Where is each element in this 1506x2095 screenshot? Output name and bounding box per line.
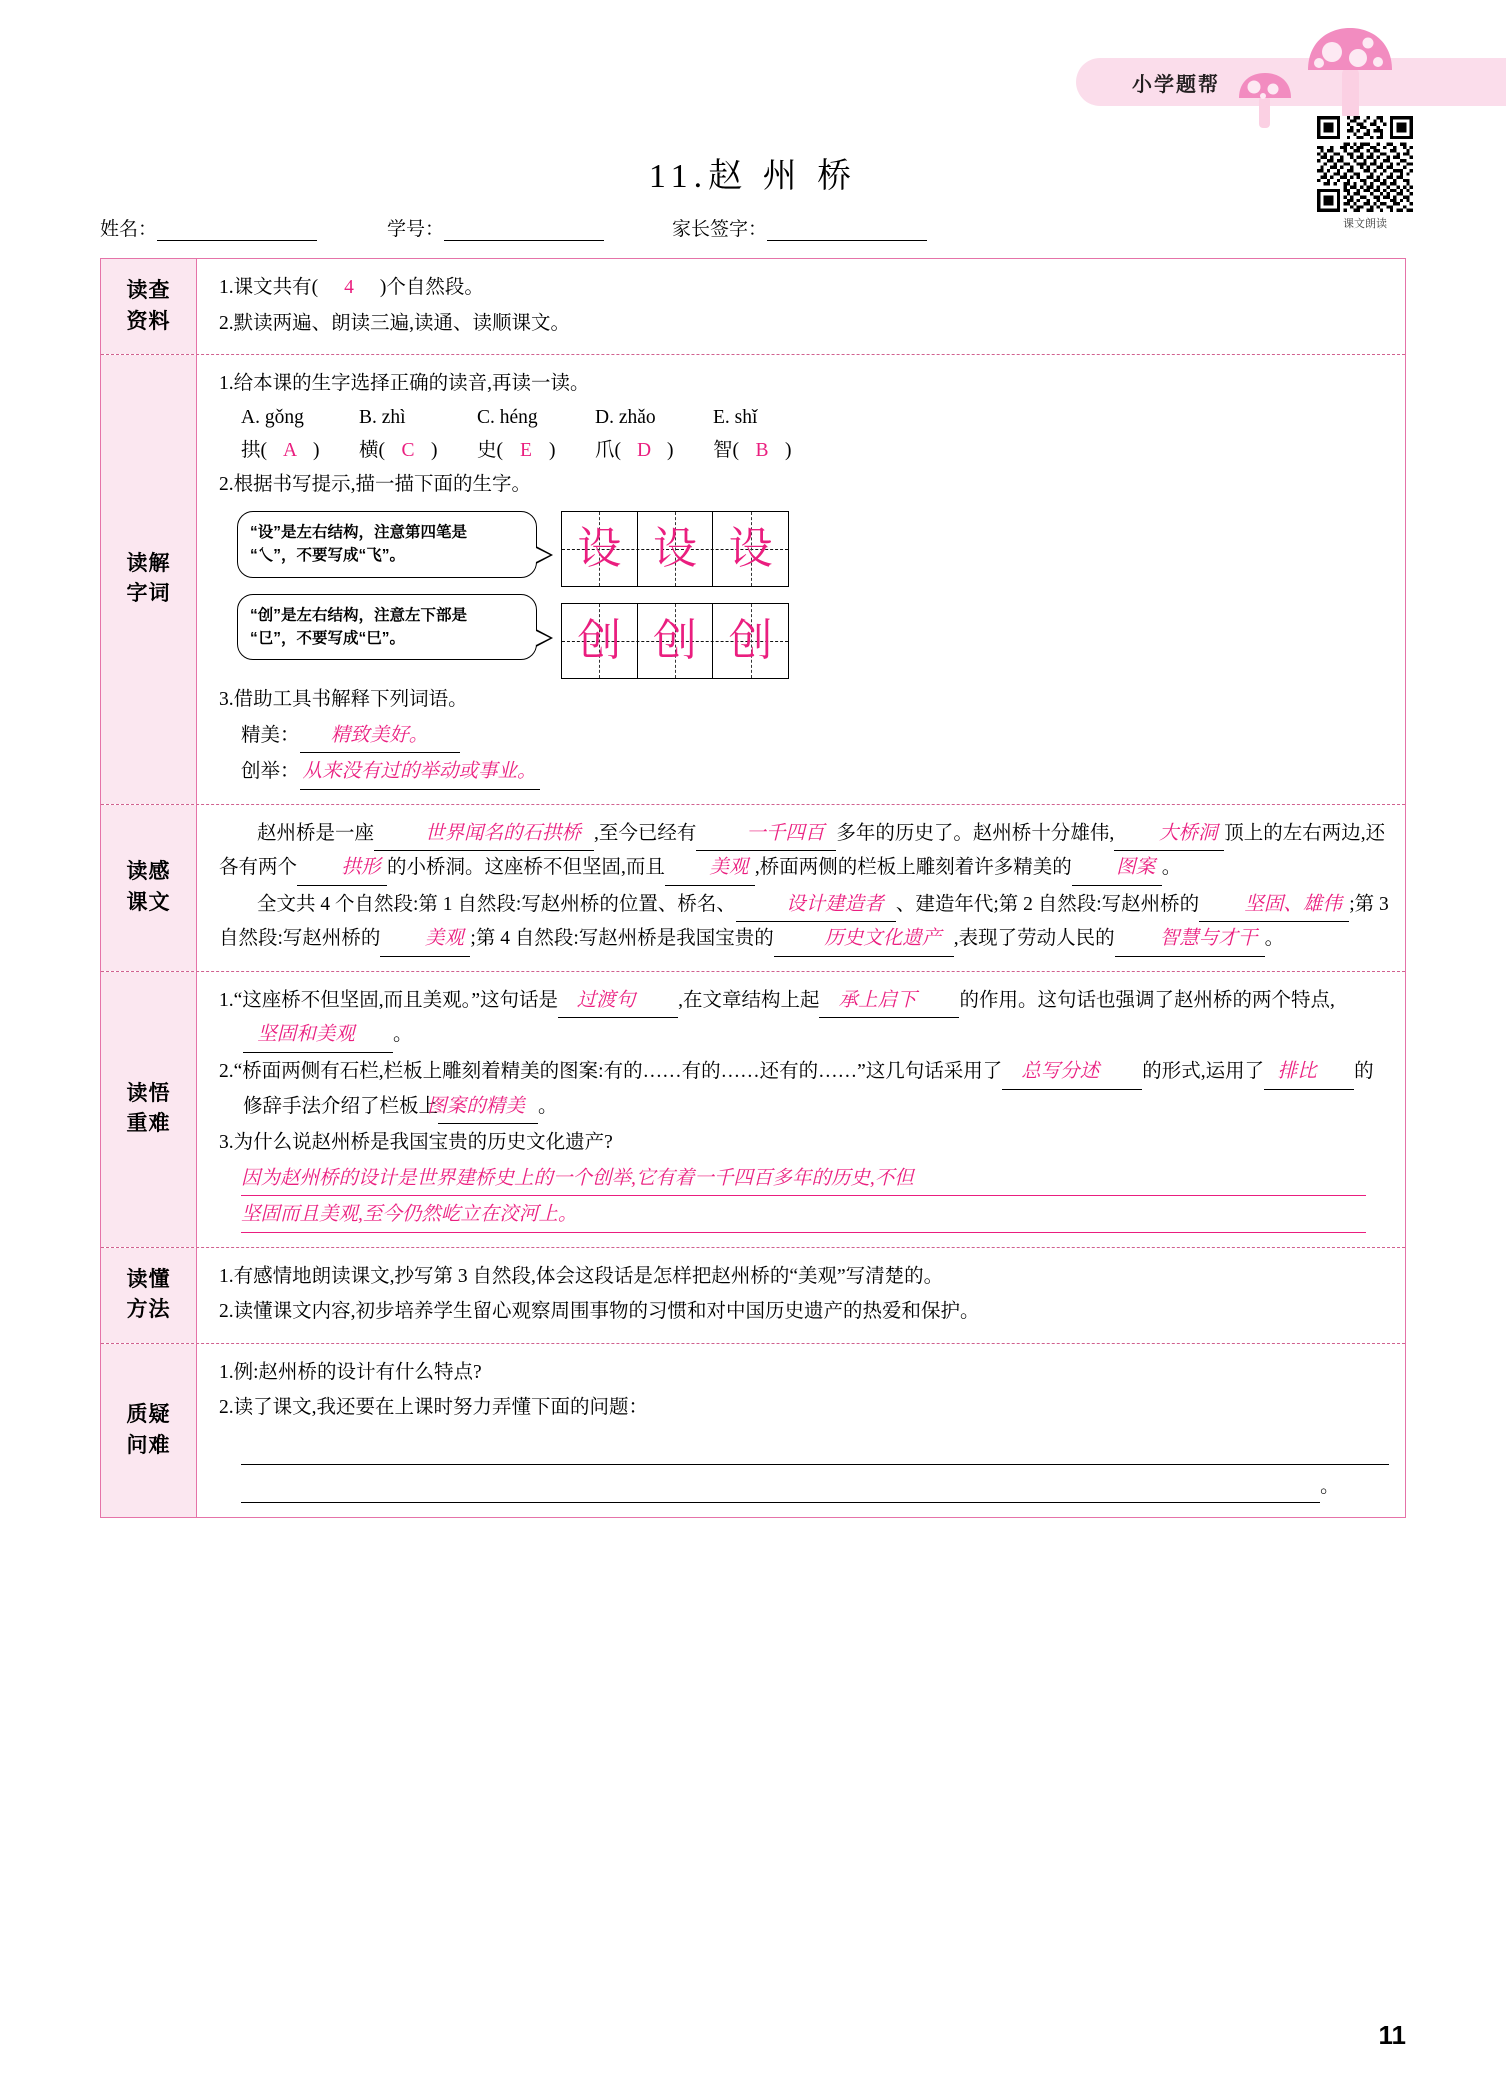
stroke-hint-callouts (237, 511, 537, 660)
writing-practice-area (237, 511, 1389, 679)
word-answer[interactable]: 精致美好。 (300, 719, 460, 754)
category-line-2: 课文 (126, 890, 171, 914)
answer-blank-line-1[interactable] (241, 1435, 1389, 1465)
word-label: 创举： (241, 761, 300, 783)
q-answer[interactable]: 过渡句 (558, 984, 678, 1019)
cloze-paragraph-2 (219, 888, 1389, 957)
cloze-text: 全文共 4 个自然段:第 1 自然段:写赵州桥的位置、桥名、 (257, 893, 736, 915)
category-label-dgkw (101, 805, 197, 971)
category-line-1: 读查 (126, 279, 171, 303)
pick-answer[interactable]: E (520, 440, 532, 462)
pick-char: 史( (477, 440, 503, 462)
parent-sign-input-blank[interactable] (767, 223, 927, 241)
stroke-hint-chuang (237, 594, 537, 661)
pick-close: ) (785, 440, 792, 462)
section-body-dgkw (197, 805, 1405, 971)
q3-prompt: 3.借助工具书解释下列词语。 (219, 689, 468, 711)
category-label-dcza (101, 259, 197, 354)
brand-label: 小学题帮 (1132, 74, 1220, 96)
cloze-text: ;第 3 自然段:写赵州桥的 (219, 893, 1389, 950)
q-text: 1.“这座桥不但坚固,而且美观。”这句话是 (219, 989, 559, 1011)
question-1 (219, 271, 1389, 305)
question-2 (219, 1055, 1389, 1124)
q-answer[interactable]: 承上启下 (819, 984, 959, 1019)
qr-caption: 课文朗读 (1343, 218, 1387, 230)
pick-close: ) (549, 440, 556, 462)
pinyin-options (241, 401, 1389, 435)
mushroom-small-icon (1236, 70, 1294, 133)
cloze-text: 。 (1161, 857, 1182, 879)
question-3-answer-line-1[interactable] (241, 1162, 1389, 1197)
section-body-dcza (197, 259, 1405, 354)
tianzige-row-chuang[interactable] (561, 603, 789, 679)
name-label: 姓名： (100, 219, 158, 240)
cloze-paragraph-1 (219, 817, 1389, 886)
pick-zhao[interactable] (595, 434, 713, 468)
hint-line-2: “乀”，不要写成“飞”。 (250, 547, 406, 565)
pick-gong[interactable] (241, 434, 359, 468)
qr-code-image[interactable] (1302, 116, 1428, 212)
category-label-ddff (101, 1248, 197, 1343)
category-line-1: 质疑 (126, 1403, 171, 1427)
hint-line-1: “创”是左右结构，注意左下部是 (250, 606, 468, 624)
tianzige-grids (561, 511, 789, 679)
category-line-2: 字词 (126, 582, 171, 606)
stroke-hint-she (237, 511, 537, 578)
cloze-text: ;第 4 自然段:写赵州桥是我国宝贵的 (470, 928, 774, 950)
cloze-answer[interactable]: 世界闻名的石拱桥 (374, 817, 594, 852)
table-row-dgkw (101, 805, 1405, 972)
page-title: 11.赵 州 桥 (648, 158, 858, 195)
cloze-text: 、建造年代;第 2 自然段:写赵州桥的 (895, 893, 1200, 915)
section-body-djzc (197, 355, 1405, 804)
pick-heng[interactable] (359, 434, 477, 468)
pick-char: 横( (359, 440, 385, 462)
option-e: E. shǐ (713, 406, 758, 428)
pick-answer[interactable]: C (401, 440, 415, 462)
cloze-answer[interactable]: 设计建造者 (736, 888, 896, 923)
pick-close: ) (667, 440, 674, 462)
trace-char: 创 (653, 616, 697, 666)
q-text: 。 (393, 1024, 413, 1046)
q-answer[interactable]: 坚固和美观 (243, 1018, 393, 1053)
q-text: 。 (538, 1095, 558, 1117)
student-id-input-blank[interactable] (444, 223, 604, 241)
cloze-answer[interactable]: 一千四百 (696, 817, 836, 852)
cloze-text: ,桥面两侧的栏板上雕刻着许多精美的 (754, 857, 1072, 879)
q1-prefix: 1.课文共有( (219, 277, 319, 298)
cloze-answer[interactable]: 美观 (665, 851, 755, 886)
q-text: 的修辞手法介绍了栏板上 (243, 1060, 1374, 1117)
parent-signature-field[interactable] (672, 214, 927, 241)
name-field[interactable] (100, 214, 317, 241)
page-number: 11 (1378, 2020, 1406, 2050)
pick-shi[interactable] (477, 434, 595, 468)
worksheet-table (100, 258, 1406, 1518)
category-line-1: 读解 (126, 551, 171, 575)
cloze-text: ,至今已经有 (594, 822, 697, 844)
question-2: 2.读了课文,我还要在上课时努力弄懂下面的问题： (219, 1397, 649, 1419)
cloze-text: ,表现了劳动人民的 (953, 928, 1115, 950)
hint-line-1: “设”是左右结构，注意第四笔是 (250, 524, 468, 542)
word-answer[interactable]: 从来没有过的举动或事业。 (300, 755, 540, 790)
blank-tail-period: 。 (1320, 1475, 1340, 1497)
trace-char: 设 (653, 524, 697, 574)
cloze-text: 的小桥洞。这座桥不但坚固,而且 (387, 857, 665, 879)
category-label-dwzn (101, 972, 197, 1247)
q-text: 2.“桥面两侧有石栏,栏板上雕刻着精美的图案:有的……有的……还有的……”这几句话采用了 (219, 1060, 1003, 1082)
tianzige-cell[interactable] (638, 512, 714, 586)
q-text: 的形式,运用了 (1142, 1060, 1265, 1082)
hint-line-2: “㔾”，不要写成“巳”。 (250, 629, 406, 647)
option-a: A. gǒng (241, 406, 304, 428)
category-line-2: 资料 (126, 309, 171, 333)
cloze-answer[interactable]: 大桥洞 (1114, 817, 1224, 852)
q-text: ,在文章结构上起 (678, 989, 820, 1011)
category-label-zywn (101, 1344, 197, 1518)
pick-answer[interactable]: A (282, 440, 298, 462)
table-row-djzc (101, 355, 1405, 805)
option-c: C. héng (477, 406, 538, 428)
pick-zhi[interactable] (713, 434, 831, 468)
question-2: 2.读懂课文内容,初步培养学生留心观察周围事物的习惯和对中国历史遗产的热爱和保护。 (219, 1301, 980, 1323)
word-label: 精美： (241, 724, 300, 746)
option-b: B. zhì (359, 406, 406, 428)
question-1 (219, 984, 1389, 1053)
question-2: 2.默读两遍、朗读三遍,读通、读顺课文。 (219, 312, 571, 334)
question-1: 1.有感情地朗读课文,抄写第 3 自然段,体会这段话是怎样把赵州桥的“美观”写清楚的。 (219, 1265, 944, 1287)
category-label-djzc (101, 355, 197, 804)
category-line-1: 读懂 (126, 1267, 171, 1291)
tianzige-cell[interactable] (562, 512, 638, 586)
cloze-answer[interactable]: 历史文化遗产 (774, 922, 954, 957)
category-line-2: 问难 (126, 1433, 171, 1457)
trace-char: 设 (577, 524, 622, 574)
tianzige-cell[interactable] (713, 512, 788, 586)
tianzige-cell[interactable] (562, 604, 638, 678)
table-row-dwzn (101, 972, 1405, 1248)
pick-answer[interactable]: B (755, 440, 769, 462)
name-input-blank[interactable] (157, 223, 317, 241)
student-info-row (100, 214, 1080, 241)
trace-char: 设 (728, 524, 773, 574)
word-def-chuangju (241, 755, 1389, 790)
cloze-answer[interactable]: 拱形 (297, 851, 387, 886)
student-id-label: 学号： (387, 219, 445, 240)
pinyin-answer-row (241, 434, 1389, 468)
answer-text[interactable]: 因为赵州桥的设计是世界建桥史上的一个创举,它有着一千四百多年的历史,不但 (241, 1162, 1366, 1197)
category-line-2: 方法 (126, 1298, 171, 1322)
trace-char: 创 (728, 616, 773, 666)
tianzige-row-she[interactable] (561, 511, 789, 587)
q-answer[interactable]: 排比 (1264, 1055, 1354, 1090)
q-text: 的作用。这句话也强调了赵州桥的两个特点, (959, 989, 1335, 1011)
cloze-answer[interactable]: 图案 (1072, 851, 1162, 886)
trace-char: 创 (577, 616, 622, 666)
section-body-dwzn (197, 972, 1405, 1247)
answer-blank-line-2[interactable] (241, 1473, 1320, 1503)
pick-close: ) (431, 440, 438, 462)
q-answer[interactable]: 图案的精美 (438, 1090, 538, 1125)
tianzige-cell[interactable] (638, 604, 714, 678)
parent-sign-label: 家长签字： (672, 219, 768, 240)
q1-prompt: 1.给本课的生字选择正确的读音,再读一读。 (219, 373, 590, 395)
question-1: 1.例:赵州桥的设计有什么特点? (219, 1361, 482, 1383)
category-line-2: 重难 (126, 1112, 171, 1136)
table-row-ddff (101, 1248, 1405, 1344)
answer-text[interactable]: 坚固而且美观,至今仍然屹立在洨河上。 (241, 1198, 1366, 1233)
cloze-text: 赵州桥是一座 (257, 822, 375, 844)
question-3-prompt: 3.为什么说赵州桥是我国宝贵的历史文化遗产? (219, 1132, 613, 1154)
cloze-text: 多年的历史了。赵州桥十分雄伟, (836, 822, 1115, 844)
option-d: D. zhǎo (595, 406, 656, 428)
category-line-1: 读感 (126, 860, 171, 884)
tianzige-cell[interactable] (713, 604, 788, 678)
table-row-dcza (101, 259, 1405, 355)
q1-answer[interactable]: 4 (344, 277, 354, 298)
q-answer[interactable]: 总写分述 (1002, 1055, 1142, 1090)
cloze-answer[interactable]: 美观 (380, 922, 470, 957)
student-id-field[interactable] (387, 214, 604, 241)
pick-answer[interactable]: D (636, 440, 652, 462)
cloze-answer[interactable]: 坚固、雄伟 (1199, 888, 1349, 923)
mushroom-icon (1302, 24, 1398, 125)
qr-code-block[interactable] (1302, 116, 1428, 231)
cloze-text: 顶上的左右两边,还各有两个 (219, 822, 1386, 879)
pick-char: 智( (713, 440, 739, 462)
category-line-1: 读悟 (126, 1081, 171, 1105)
pick-close: ) (313, 440, 320, 462)
pick-char: 爪( (595, 440, 621, 462)
section-body-ddff (197, 1248, 1405, 1343)
section-body-zywn (197, 1344, 1405, 1518)
q1-suffix: )个自然段。 (379, 277, 484, 298)
word-def-jingmei (241, 719, 1389, 754)
cloze-text: 。 (1264, 928, 1285, 950)
question-3-answer-line-2[interactable] (241, 1198, 1389, 1233)
cloze-answer[interactable]: 智慧与才干 (1115, 922, 1265, 957)
table-row-zywn (101, 1344, 1405, 1518)
q2-prompt: 2.根据书写提示,描一描下面的生字。 (219, 473, 532, 495)
pick-char: 拱( (241, 440, 267, 462)
